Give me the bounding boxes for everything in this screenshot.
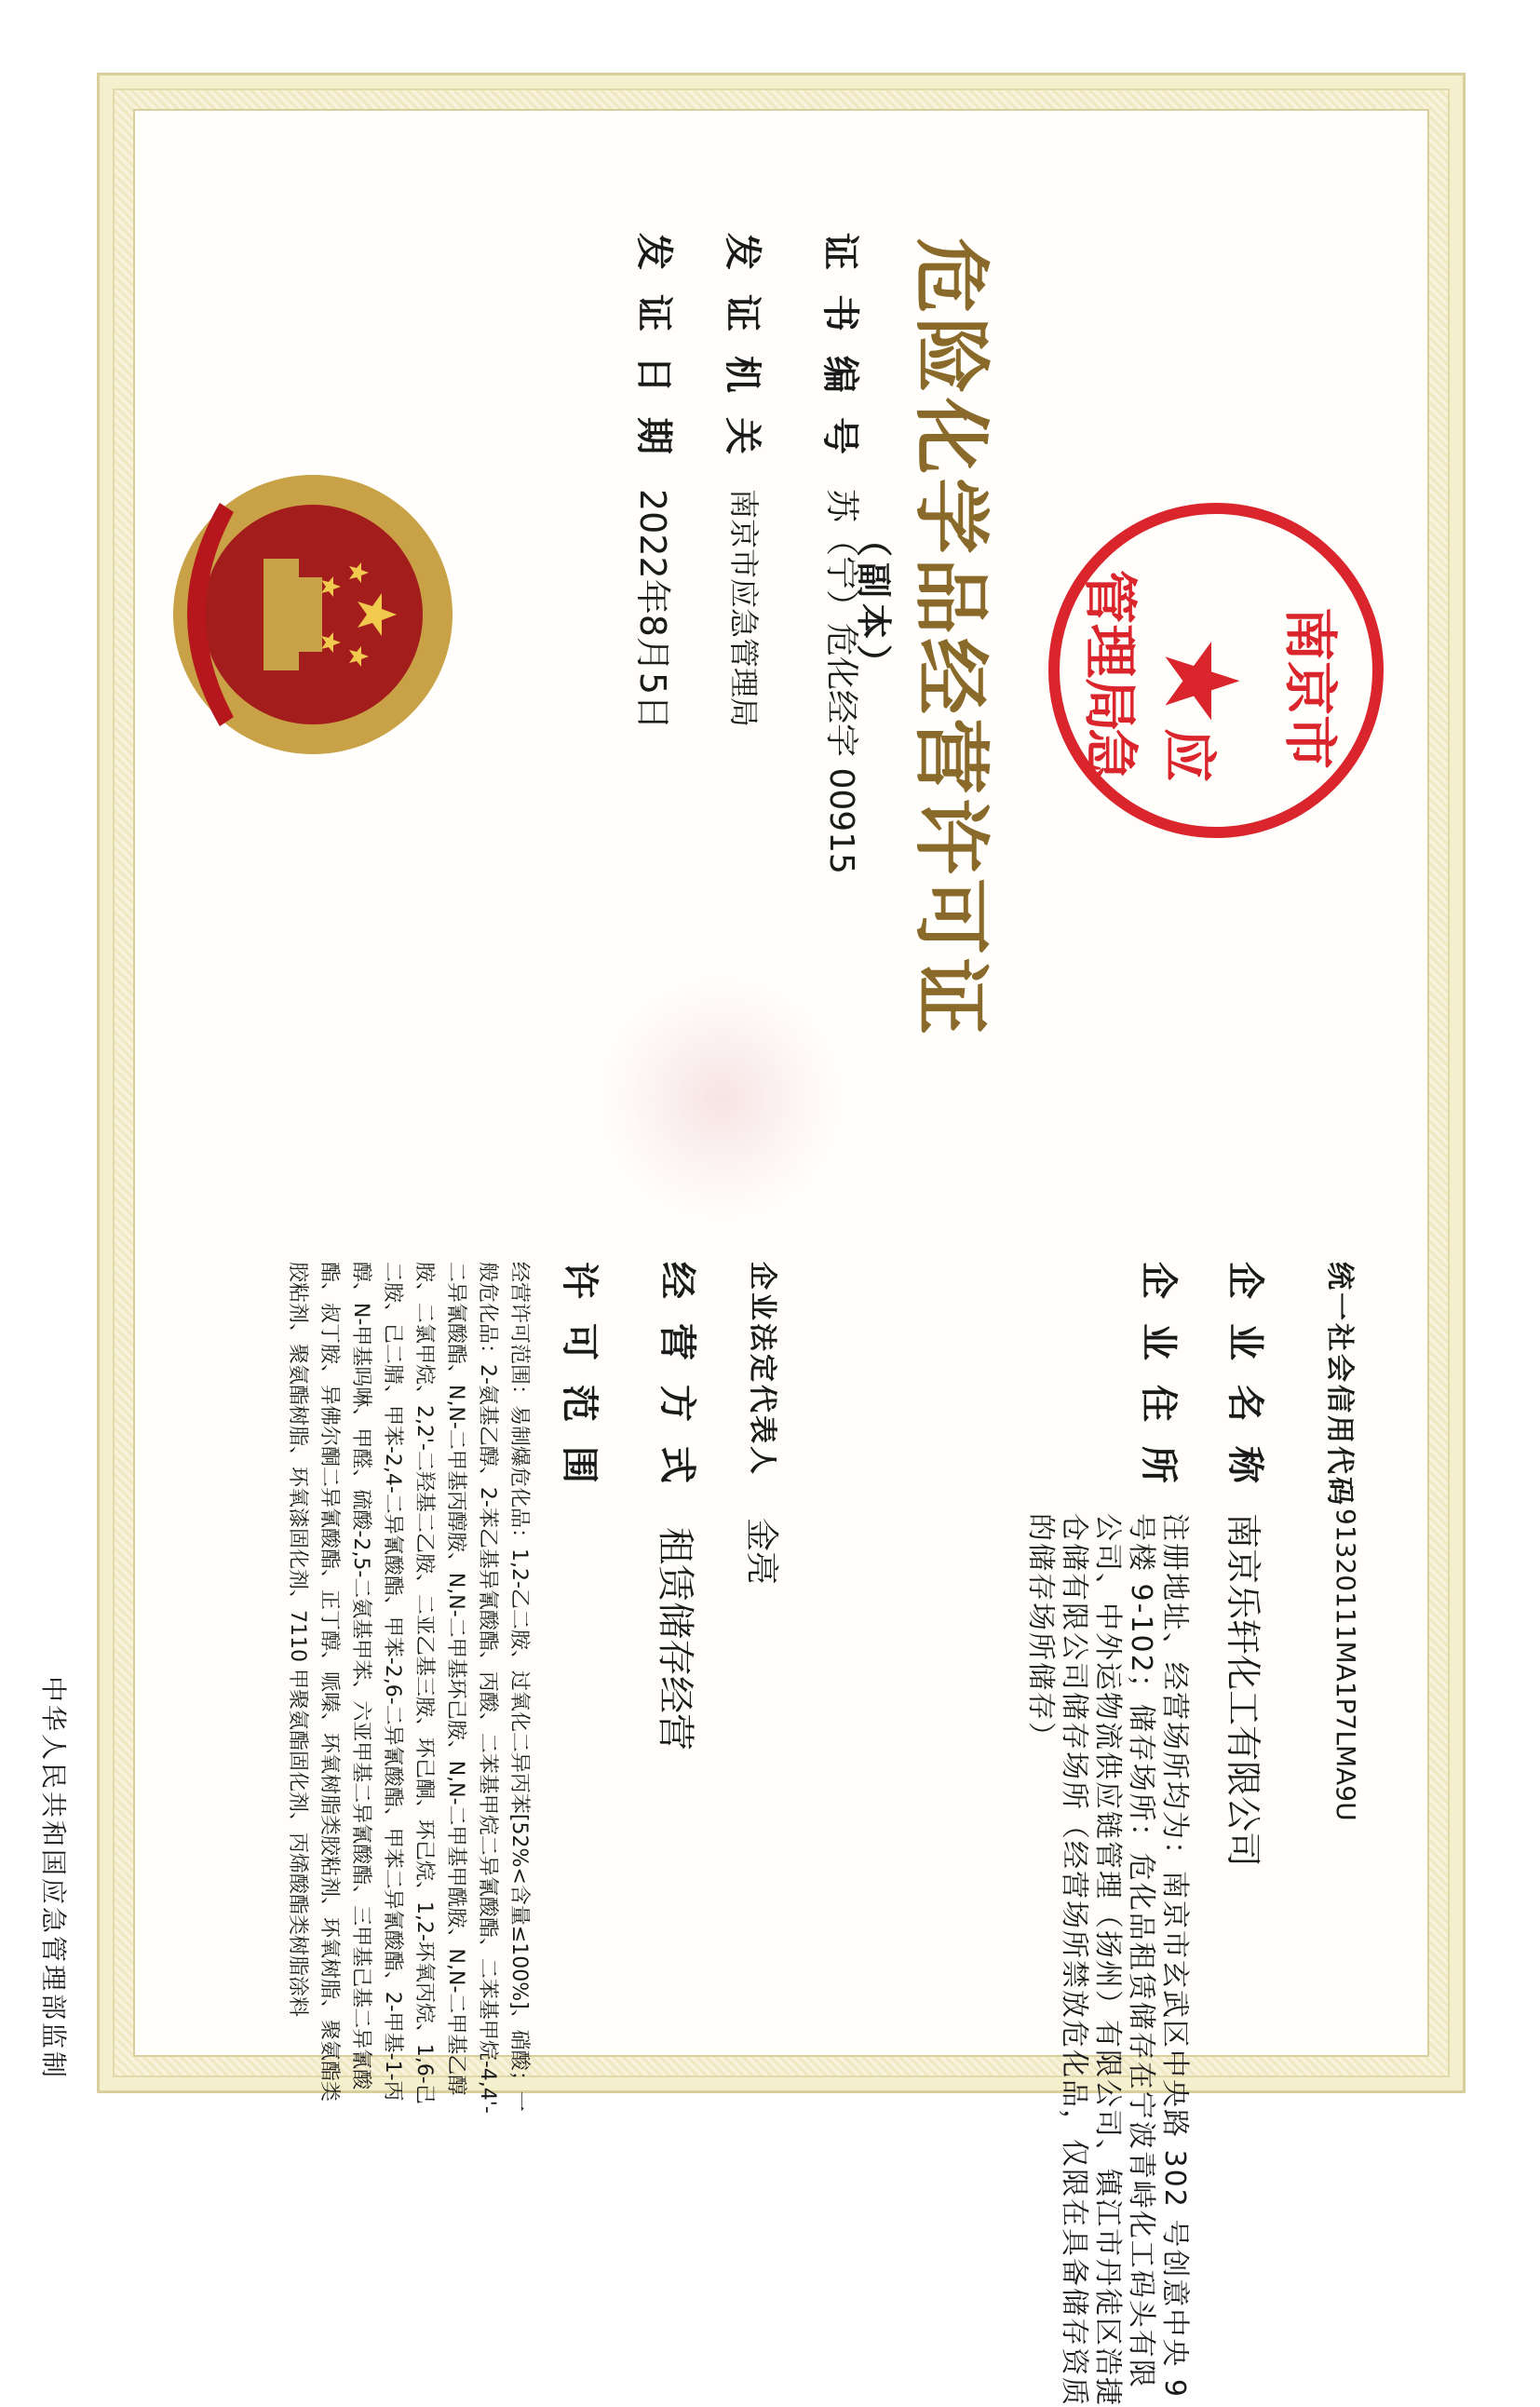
legal-rep-label: 企业法定代表人 <box>746 1262 778 1477</box>
credit-code-label: 统一社会信用代码 <box>1323 1262 1356 1508</box>
permit-scope-text: 经营许可范围：易制爆危化品：1,2-乙二胺、过氧化二异丙苯[52%<含量≤100%]、硝酸；一般危化品：2-氨基乙醇、2-苯乙基异氰酸酯、丙酸、二苯基甲烷二异氰酸酯、二苯基甲烷-4,4'-二异氰酸酯、N,N-二甲基丙醇胺、N,N-二甲基环己胺、N,N-二甲基甲酰胺、N,N-二甲基乙醇胺、二氯甲烷、2,2'-二羟基二乙胺、二亚乙基三胺、环己酮、环己烷、1,2-环氧丙烷、1,6-己二胺、己二腈、甲苯-2,4-二异氰酸酯、甲苯-2,6-二异氰酸酯、甲苯二异氰酸酯、2-甲基-1-丙醇、N-甲基吗啉、甲醛、硫酸-2,5-二氨基甲苯、六亚甲基二异氰酸酯、三甲基己基二异氰酸酯、叔丁胺、异佛尔酮二异氰酸酯、正丁醇、哌嗪、环氧树脂类胶粘剂、环氧树脂、聚氨酯类胶粘剂、聚氨酯树脂、环氧漆固化剂、7110 甲聚氨酯固化剂、丙烯酸酯类树脂涂料 <box>286 1262 531 2114</box>
issuing-authority-footer: 中华人民共和国应急管理部监制 <box>38 1676 69 2081</box>
business-mode-label: 经营方式 <box>655 1262 698 1508</box>
permit-scope-label: 许可范围 <box>558 1262 601 1508</box>
issue-date-value: 2022年8月5日 <box>632 489 673 731</box>
certificate-title: 危险化学品经营许可证 <box>906 237 995 1039</box>
official-seal <box>1048 503 1384 838</box>
company-name-value: 南京乐轩化工有限公司 <box>1223 1513 1263 1868</box>
certificate-subtitle: （副本） <box>853 521 894 686</box>
seal-text-bottom: 管理局 <box>1078 570 1141 733</box>
seal-star-icon: ★ <box>1141 635 1261 727</box>
seal-text-top: 南京市 <box>1278 607 1342 770</box>
cert-no-value: 苏（宁）危化经字 00915 <box>822 489 860 874</box>
issuer-value: 南京市应急管理局 <box>726 489 762 728</box>
credit-code-value: 91320111MA1P7LMA9U <box>1331 1508 1361 1821</box>
issuer-label: 发证机关 <box>721 233 763 479</box>
background-watermark <box>600 978 842 1220</box>
issue-date-label: 发证日期 <box>632 233 675 479</box>
business-mode-value: 租赁储存经营 <box>654 1527 696 1751</box>
cert-no-label: 证书编号 <box>818 233 861 479</box>
seal-text-right: 应急 <box>1079 728 1221 783</box>
national-emblem-icon <box>164 466 462 764</box>
address-value: 注册地址、经营场所均为：南京市玄武区中央路 302 号创意中央 9 号楼 9-102；储存场所：危化品租赁储存在宁波青峙化工码头有限公司、中外运物流供应链管理（扬州）有限公司、镇江市丹徒区浩捷仓储有限公司储存场所（经营场所禁放危化品，仅限在具备储存资质的储存场所储存） <box>1024 1513 1191 2407</box>
legal-rep-value: 金亮 <box>742 1518 780 1586</box>
address-label: 企业住所 <box>1137 1262 1180 1508</box>
company-name-label: 企业名称 <box>1223 1262 1266 1508</box>
